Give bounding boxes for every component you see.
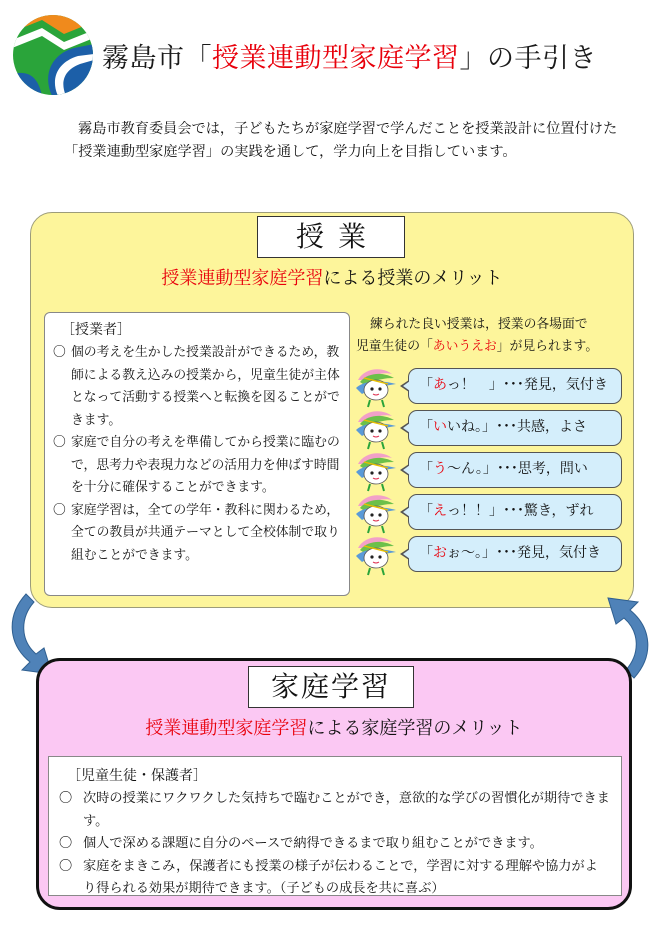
page-title: 霧島市「授業連動型家庭学習」の手引き: [102, 43, 597, 74]
mascot-character-icon: [354, 492, 398, 534]
intro-paragraph: 霧島市教育委員会では，子どもたちが家庭学習で学んだことを授業設計に位置付けた「授業連動型家庭学習」の実践を通して，学力向上を目指しています。: [64, 121, 618, 160]
mascot-character-icon: [354, 366, 398, 408]
mascot-character-icon: [354, 408, 398, 450]
bullet-icon: 〇: [53, 345, 66, 360]
aiueo-speech-bubble-o: 「おぉ～。」･･･発見，気付き: [408, 536, 622, 572]
aiueo-speech-bubble-a: 「あっ！ 」･･･発見，気付き: [408, 368, 622, 404]
bullet-icon: 〇: [53, 435, 66, 450]
teacher-merit-item: 〇 家庭学習は，全ての学年・教科に関わるため，全ての教員が共通テーマとして全校体制で取り組むことができます。: [53, 500, 341, 568]
bullet-icon: 〇: [59, 858, 73, 874]
bullet-icon: 〇: [59, 836, 73, 851]
family-merit-item: 〇 個人で深める課題に自分のペースで納得できるまで取り組むことができます。: [59, 833, 611, 856]
family-merit-item: 〇 次時の授業にワクワクした気持ちで臨むことができ，意欲的な学びの習慣化が期待できます。: [59, 788, 611, 833]
family-merit-item: 〇 家庭をまきこみ，保護者にも授業の様子が伝わることで，学習に対する理解や協力がより得られる効果が期待できます。（子どもの成長を共に喜ぶ）: [59, 856, 611, 901]
aiueo-speech-bubble-u: 「う～ん。」･･･思考，問い: [408, 452, 622, 488]
teacher-merit-item: 〇 個の考えを生かした授業設計ができるため，教師による教え込みの授業から，児童生徒が主体となって活動する授業へと転換を図ることができます。: [53, 342, 341, 432]
teacher-merit-item: 〇 家庭で自分の考えを準備してから授業に臨むので，思考力や表現力などの活用力を伸ばす時間を十分に確保することができます。: [53, 432, 341, 500]
family-heading: ［児童生徒・保護者］: [67, 768, 207, 784]
aiueo-speech-bubble-e: 「えっ！！」･･･驚き，ずれ: [408, 494, 622, 530]
aiueo-highlight: あいうえお: [432, 339, 497, 354]
bullet-icon: 〇: [59, 791, 73, 806]
family-merits-box: [48, 756, 622, 896]
mascot-character-icon: [354, 534, 398, 576]
teacher-merits-box: [44, 312, 350, 596]
teacher-heading: ［授業者］: [61, 322, 131, 338]
city-logo-icon: [12, 14, 94, 96]
jugyo-subtitle: 授業連動型家庭学習による授業のメリット: [161, 268, 503, 289]
bullet-icon: 〇: [53, 502, 66, 518]
mascot-character-icon: [354, 450, 398, 492]
katei-section-label: 家庭学習: [248, 666, 414, 708]
katei-subtitle: 授業連動型家庭学習による家庭学習のメリット: [145, 718, 523, 739]
aiueo-speech-bubble-i: 「いいね。」･･･共感，よさ: [408, 410, 622, 446]
aiueo-intro: 練られた良い授業は，授業の各場面で 児童生徒の「あいうえお」が見られます。: [356, 317, 599, 354]
jugyo-section-label: 授業: [257, 216, 405, 258]
title-highlight: 授業連動型家庭学習: [212, 43, 460, 74]
